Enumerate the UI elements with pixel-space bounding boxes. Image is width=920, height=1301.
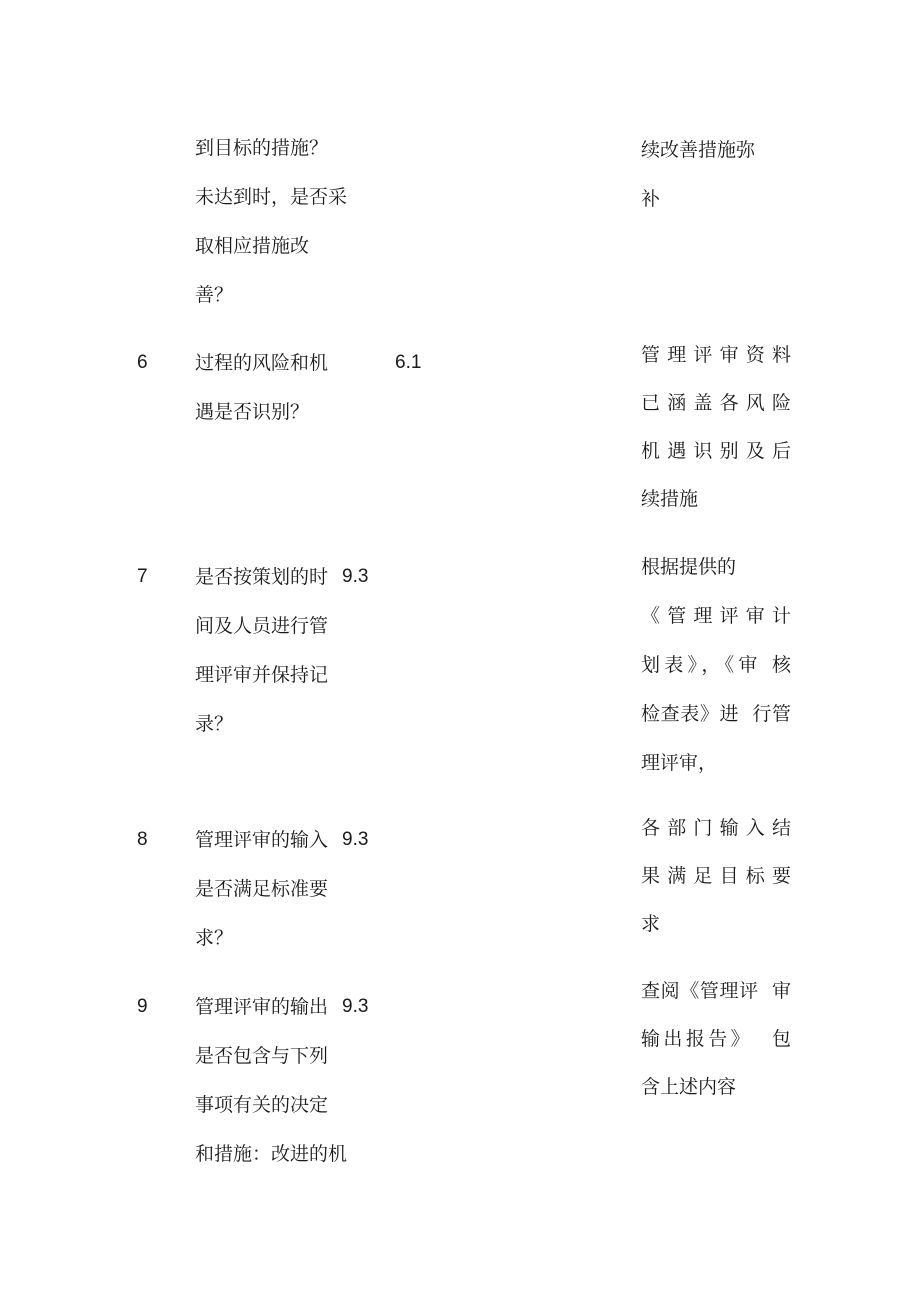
result-line: 各部门输入结 [641, 817, 791, 839]
question-line: 理评审并保持记 [195, 664, 329, 686]
question-line: 过程的风险和机 [195, 352, 329, 374]
question-line: 未达到时，是否采 [195, 186, 348, 208]
question-line: 录？ [195, 713, 234, 735]
clause-number: 9.3 [342, 829, 369, 850]
result-line: 划表》，《审 核 [641, 654, 791, 676]
question-line: 事项有关的决定 [195, 1094, 329, 1116]
question-line: 到目标的措施？ [195, 137, 329, 159]
result-line: 含上述内容 [641, 1076, 737, 1098]
question-line: 和措施：改进的机 [195, 1143, 348, 1165]
result-line: 根据提供的 [641, 556, 737, 578]
question-line: 管理评审的输入 [195, 829, 329, 851]
question-line: 求？ [195, 927, 234, 949]
clause-number: 9.3 [342, 566, 369, 587]
result-line: 查阅《管理评 审 [641, 980, 791, 1002]
result-line: 求 [641, 913, 661, 935]
question-line: 善？ [195, 284, 234, 306]
row-number: 8 [137, 829, 148, 850]
result-line: 《管理评审计 [641, 605, 791, 627]
question-line: 间及人员进行管 [195, 615, 329, 637]
result-line: 理评审， [641, 752, 718, 774]
result-line: 输出报告》 包 [641, 1028, 791, 1050]
result-line: 补 [641, 188, 661, 210]
result-line: 续措施 [641, 488, 699, 510]
result-line: 机遇识别及后 [641, 440, 791, 462]
result-line: 已涵盖各风险 [641, 392, 791, 414]
question-line: 遇是否识别？ [195, 401, 310, 423]
clause-number: 6.1 [395, 352, 422, 373]
clause-number: 9.3 [342, 996, 369, 1017]
row-number: 6 [137, 352, 148, 373]
question-line: 管理评审的输出 [195, 996, 329, 1018]
row-number: 9 [137, 996, 148, 1017]
question-line: 是否满足标准要 [195, 878, 329, 900]
result-line: 检查表》进 行管 [641, 703, 791, 725]
result-line: 续改善措施弥 [641, 139, 756, 161]
row-number: 7 [137, 566, 148, 587]
question-line: 是否按策划的时 [195, 566, 329, 588]
question-line: 是否包含与下列 [195, 1045, 329, 1067]
question-line: 取相应措施改 [195, 235, 310, 257]
result-line: 果满足目标要 [641, 865, 791, 887]
result-line: 管理评审资料 [641, 344, 791, 366]
